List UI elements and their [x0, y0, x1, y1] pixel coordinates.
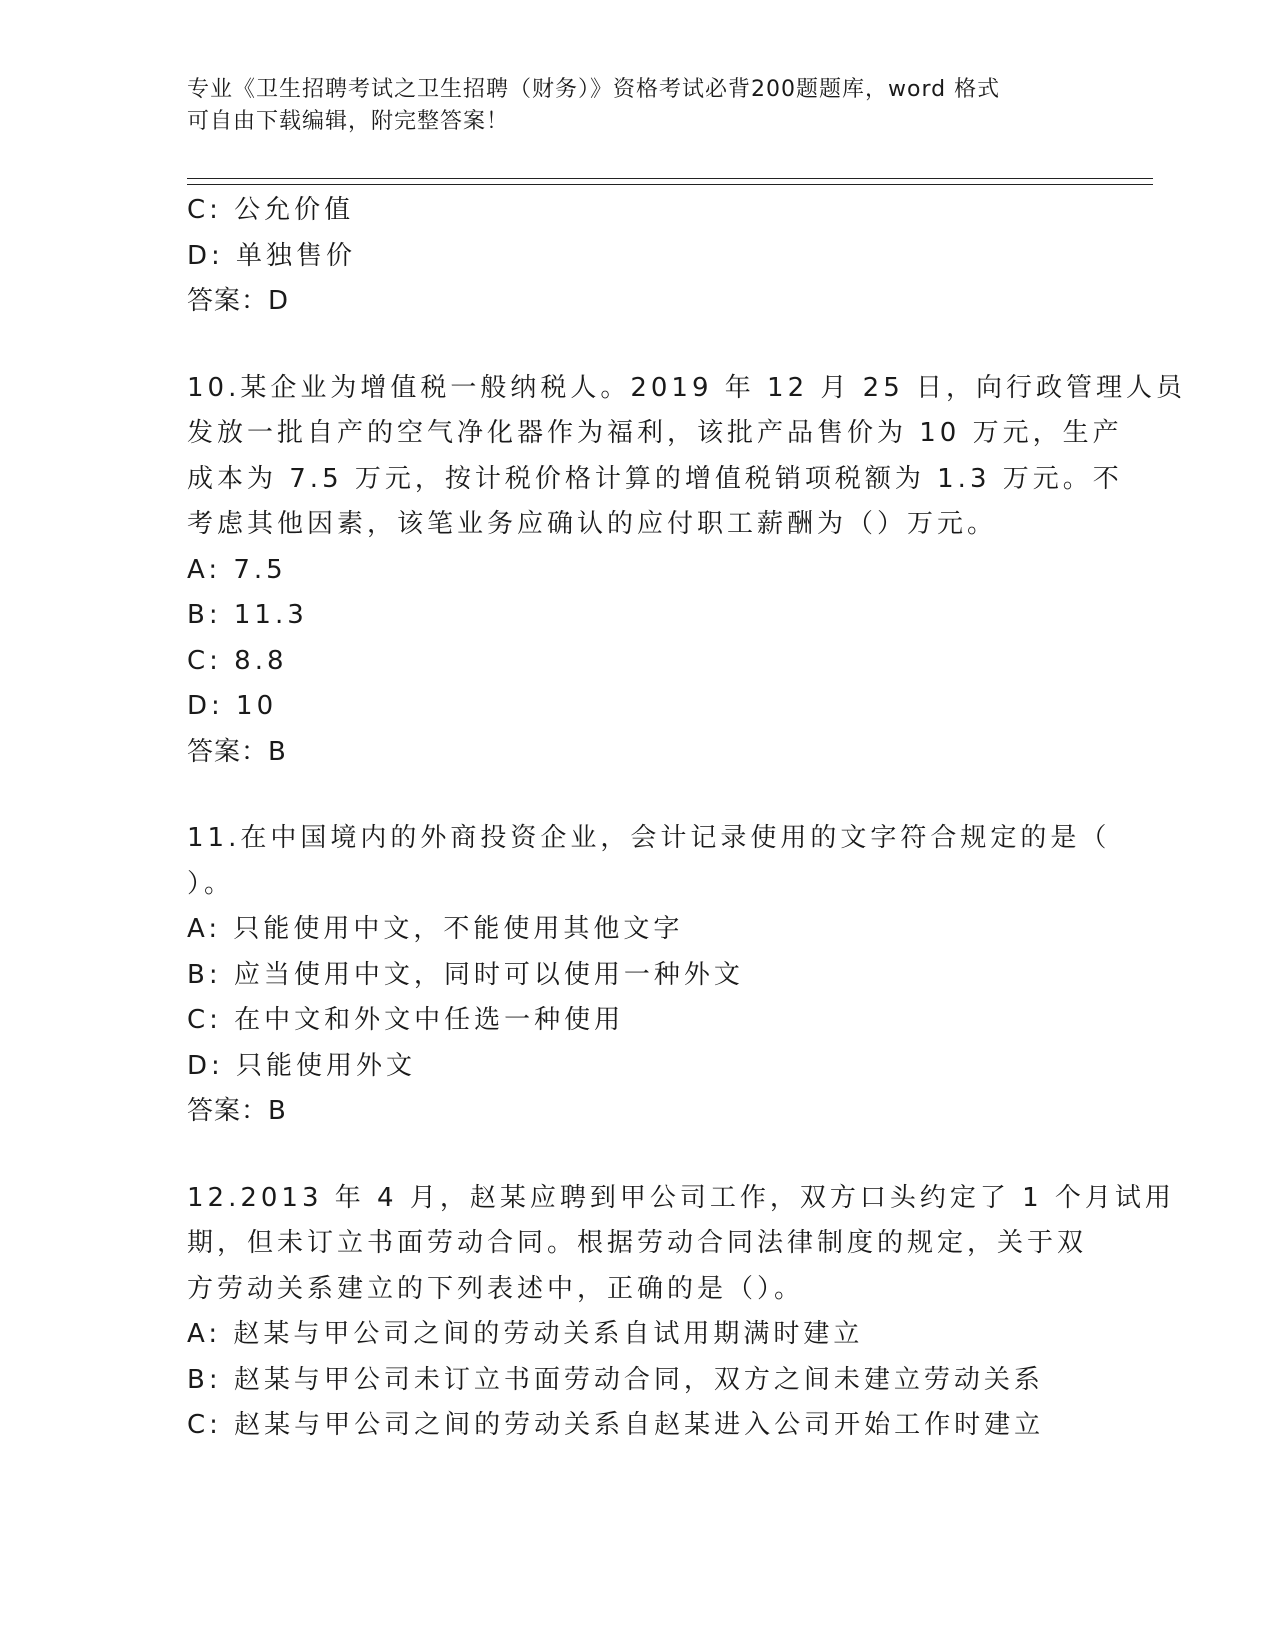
question-12	[187, 1176, 1175, 1449]
question-content	[187, 188, 1187, 1449]
question-stem-line: 10.某企业为增值税一般纳税人。2019 年 12 月 25 日，向行政管理人员	[187, 372, 1187, 403]
option-b: B: 赵某与甲公司未订立书面劳动合同，双方之间未建立劳动关系	[187, 1364, 1044, 1395]
question-stem-line: 11.在中国境内的外商投资企业，会计记录使用的文字符合规定的是（	[187, 823, 1111, 853]
question-11	[187, 816, 1111, 1135]
question-10	[187, 366, 1187, 776]
question-stem-line: 12.2013 年 4 月，赵某应聘到甲公司工作，双方口头约定了 1 个月试用	[187, 1182, 1175, 1213]
option-b: B: 11.3	[187, 600, 308, 630]
option-d: D: 只能使用外文	[187, 1050, 417, 1081]
option-c: C: 8.8	[187, 645, 288, 676]
question-stem-line: 成本为 7.5 万元，按计税价格计算的增值税销项税额为 1.3 万元。不	[187, 463, 1123, 494]
question-stem-line: 期，但未订立书面劳动合同。根据劳动合同法律制度的规定，关于双	[187, 1228, 1088, 1258]
option-d: D: 10	[187, 691, 278, 721]
document-header	[187, 74, 1067, 138]
answer-line: 答案：B	[187, 1096, 287, 1126]
question-stem-line: 方劳动关系建立的下列表述中，正确的是（）。	[187, 1273, 805, 1304]
answer-line: 答案：D	[187, 286, 290, 316]
spacer	[187, 325, 1087, 366]
option-c: C: 赵某与甲公司之间的劳动关系自赵某进入公司开始工作时建立	[187, 1410, 1045, 1440]
header-line-2: 可自由下载编辑，附完整答案！	[187, 109, 510, 134]
question-stem-line: ）。	[187, 868, 235, 899]
option-b: B: 应当使用中文，同时可以使用一种外文	[187, 959, 744, 990]
question-9-tail	[187, 188, 1087, 325]
option-a: A: 只能使用中文，不能使用其他文字	[187, 914, 684, 944]
option-c: C: 在中文和外文中任选一种使用	[187, 1005, 625, 1035]
question-stem-line: 考虑其他因素，该笔业务应确认的应付职工薪酬为（）万元。	[187, 509, 998, 539]
option-a: A: 赵某与甲公司之间的劳动关系自试用期满时建立	[187, 1319, 864, 1349]
spacer	[187, 775, 1087, 816]
option-d: D: 单独售价	[187, 240, 357, 271]
header-line-1: 专业《卫生招聘考试之卫生招聘（财务）》资格考试必背200题题库，word 格式	[187, 77, 1001, 102]
question-stem-line: 发放一批自产的空气净化器作为福利，该批产品售价为 10 万元，生产	[187, 418, 1123, 448]
option-c: C: 公允价值	[187, 195, 355, 225]
spacer	[187, 1135, 1087, 1176]
header-divider-top	[187, 178, 1153, 179]
answer-line: 答案：B	[187, 736, 287, 767]
header-divider-bottom	[187, 184, 1153, 185]
option-a: A: 7.5	[187, 554, 287, 585]
